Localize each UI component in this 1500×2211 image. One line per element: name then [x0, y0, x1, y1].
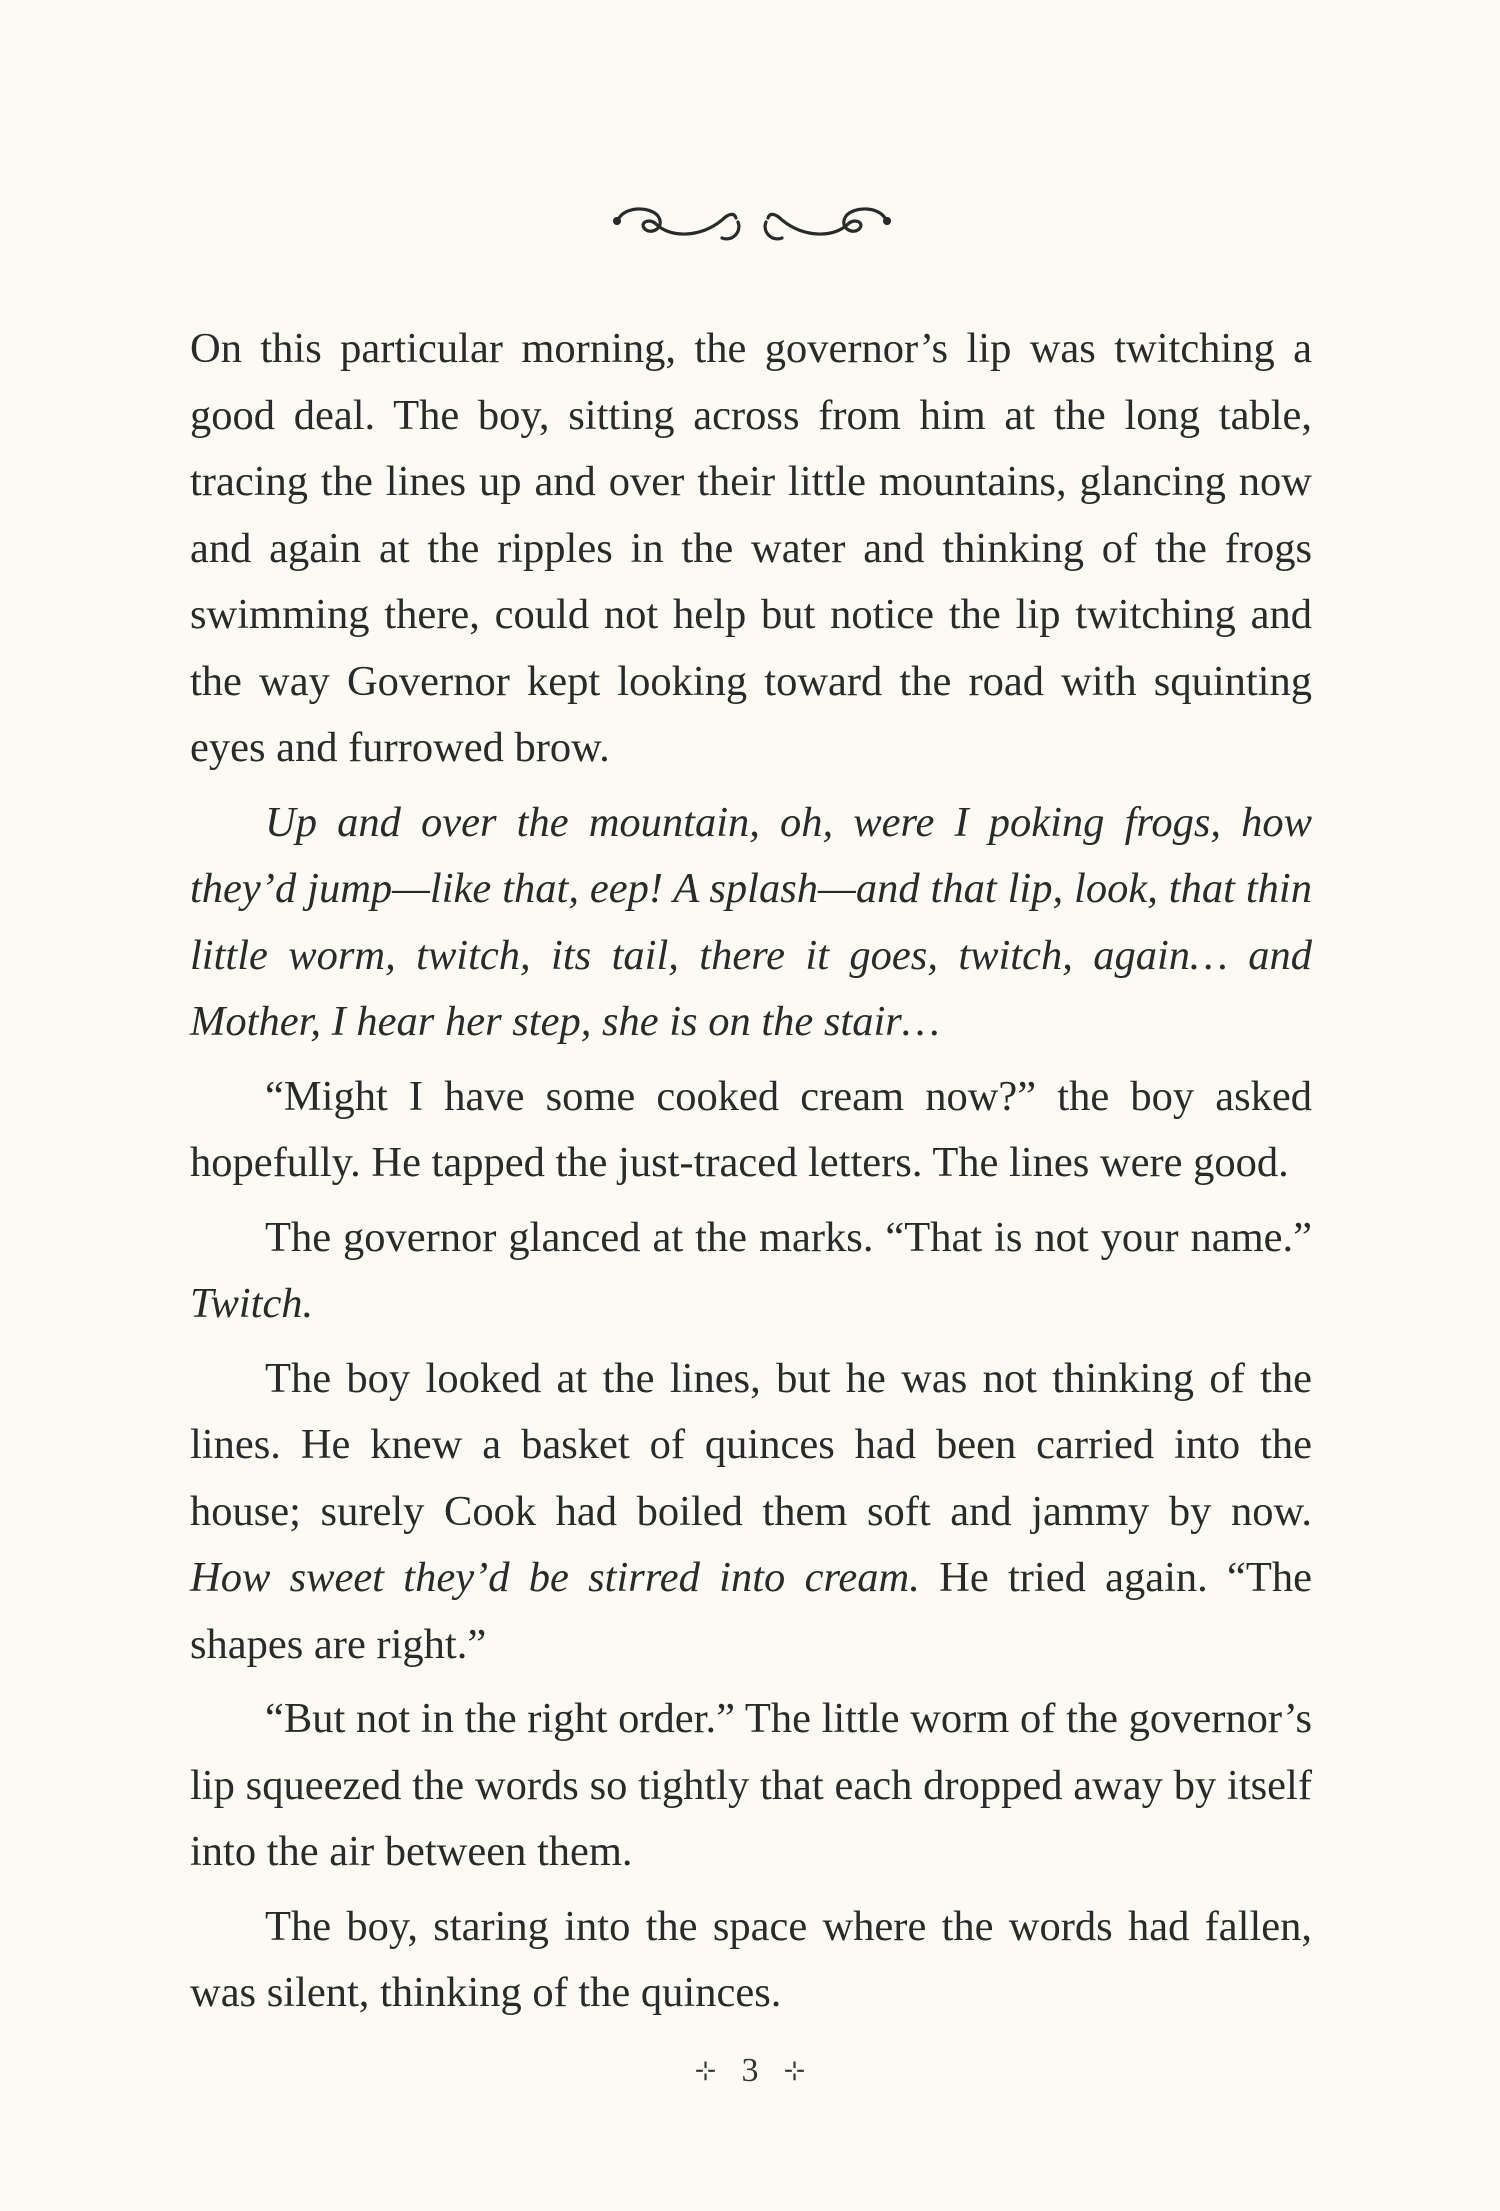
text-run: The boy looked at the lines, but he was not thinking of the lines. He knew a basket of quinces had been carried into the house; surely Cook had boiled them soft and jammy by now.	[190, 1354, 1312, 1535]
italic-text-run: Up and over the mountain, oh, were I poking frogs, how they’d jump—like that, eep! A splash—and that lip, look, that thin little worm, twitch, its tail, there it goes, twitch, again… and Mother, I hear her step, she is on the stair…	[190, 798, 1312, 1045]
body-text	[190, 316, 1312, 2027]
paragraph	[190, 1346, 1312, 1679]
folio-ornament-left-icon: ⊹	[694, 2056, 717, 2086]
paragraph	[190, 1894, 1312, 2027]
text-run: The governor glanced at the marks. “That is not your name.”	[265, 1213, 1312, 1261]
paragraph	[190, 1064, 1312, 1197]
paragraph	[190, 316, 1312, 782]
folio-ornament-right-icon: ⊹	[783, 2056, 806, 2086]
text-run: He tried again. “The shapes are right.”	[190, 1554, 1312, 1668]
paragraph	[190, 1205, 1312, 1338]
page-footer	[0, 2050, 1500, 2090]
text-run: On this particular morning, the governor’s lip was twitching a good deal. The boy, sitting across from him at the long table, tracing the lines up and over their little mountains, glancing now and again at the ripples in the water and thinking of the frogs swimming there, could not help but notice the lip twitching and the way Governor kept looking toward the road with squinting eyes and furrowed brow.	[190, 325, 1312, 771]
paragraph	[190, 1686, 1312, 1886]
italic-text-run: Twitch.	[190, 1280, 314, 1327]
flourish-ornament-icon	[610, 198, 895, 248]
text-run: “But not in the right order.” The little worm of the governor’s lip squeezed the words so tightly that each dropped away by itself into the air between them.	[190, 1695, 1312, 1875]
text-run: The boy, staring into the space where the words had fallen, was silent, thinking of the quinces.	[190, 1902, 1312, 2016]
paragraph	[190, 790, 1312, 1056]
text-run: “Might I have some cooked cream now?” the boy asked hopefully. He tapped the just-traced letters. The lines were good.	[190, 1072, 1312, 1186]
page-number: 3	[741, 2052, 759, 2090]
italic-text-run: How sweet they’d be stirred into cream.	[190, 1554, 920, 1601]
